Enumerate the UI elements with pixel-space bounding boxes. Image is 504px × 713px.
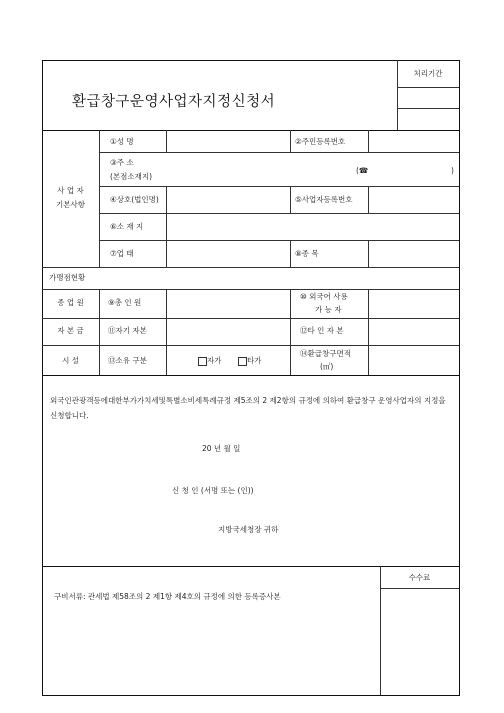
biz-reg-no-field[interactable]	[370, 188, 457, 212]
row-line	[99, 152, 459, 153]
ownership-type-label: ⑬소유 구분	[108, 356, 147, 365]
own-capital-field[interactable]	[168, 320, 288, 344]
applicant-group-label-2: 기본사항	[56, 200, 85, 209]
row-line	[99, 213, 459, 214]
applicant-signature-line: 신 청 인 (서명 또는 (인))	[172, 486, 254, 495]
own-option-label: 자가	[207, 356, 222, 365]
row-line	[42, 566, 459, 567]
form-title: 환급창구운영사업자지정신청서	[72, 94, 276, 110]
counter-area-label-2: (㎡)	[320, 362, 334, 371]
col-line	[368, 240, 369, 267]
declaration-text: 외국인관광객등에대한부가가치세및특별소비세특례규정 제5조의 2 제2항의 규정에 의하여 환급창구 운영사업자의 지정을 신청합니다.	[50, 396, 446, 420]
row-line	[99, 186, 459, 187]
foreign-lang-label-1: ⑩ 외국어 사용	[300, 292, 348, 301]
row-line	[42, 318, 459, 319]
addressee: 지방국세청장 귀하	[218, 525, 279, 534]
table-top	[42, 130, 459, 131]
facility-label: 시 설	[62, 356, 79, 365]
row-line	[42, 267, 459, 268]
border-bottom	[42, 695, 459, 696]
col-line	[166, 130, 167, 152]
capital-label: 자 본 금	[57, 326, 84, 335]
border-right	[459, 60, 460, 696]
foreign-lang-field[interactable]	[370, 291, 457, 317]
counter-area-field[interactable]	[370, 347, 457, 374]
name-field[interactable]	[168, 132, 288, 151]
own-capital-label: ⑪자기 자본	[108, 326, 147, 335]
col-line	[290, 186, 291, 213]
row-line	[42, 289, 459, 290]
foreign-lang-label-2: 가 능 자	[315, 305, 342, 314]
border-left	[42, 60, 43, 695]
name-label: ①성 명	[110, 137, 134, 146]
col-line	[290, 289, 291, 375]
application-form	[42, 60, 459, 695]
fee-label: 수수료	[408, 573, 431, 582]
col-line	[166, 186, 167, 267]
resident-no-label: ②주민등록번호	[295, 137, 346, 146]
total-staff-field[interactable]	[168, 291, 288, 317]
fee-line	[380, 588, 459, 589]
col-line	[368, 186, 369, 213]
col-line	[166, 289, 167, 375]
col-line	[368, 130, 369, 152]
applicant-group-label-1: 사 업 자	[57, 186, 84, 195]
affiliate-field[interactable]	[102, 269, 457, 288]
other-option-label: 타가	[247, 356, 262, 365]
col-line	[290, 240, 291, 267]
resident-no-field[interactable]	[370, 132, 457, 151]
business-type-field[interactable]	[168, 242, 288, 266]
borrowed-capital-label: ⑫타 인 자 본	[300, 326, 344, 335]
other-checkbox[interactable]	[238, 357, 247, 366]
processing-period-label: 처리기간	[413, 69, 443, 78]
affiliate-label: 가맹점현황	[49, 273, 86, 282]
address-label-sub: (본점소재지)	[110, 172, 153, 181]
business-type-label: ⑦업 태	[110, 249, 134, 258]
col-line	[290, 130, 291, 152]
address-field[interactable]	[168, 154, 457, 184]
location-field[interactable]	[168, 215, 457, 239]
col-line	[368, 289, 369, 375]
own-checkbox[interactable]	[198, 357, 207, 366]
total-staff-label: ⑨총 인 원	[108, 298, 142, 307]
biz-reg-no-label: ⑤사업자등록번호	[295, 195, 353, 204]
row-line	[42, 345, 459, 346]
address-label: ③주 소	[110, 158, 134, 167]
required-documents: 구비서류: 관세법 제58조의 2 제1항 제4호의 규정에 의한 등록증사본	[54, 592, 281, 601]
counter-area-label-1: ⑭환급창구면적	[300, 349, 351, 358]
fee-field[interactable]	[383, 591, 457, 693]
col-line	[99, 289, 100, 375]
trade-name-label: ④상호(법인명)	[110, 195, 159, 204]
phone-close: )	[451, 166, 454, 175]
borrowed-capital-field[interactable]	[370, 320, 457, 344]
processing-box-bottom	[397, 108, 459, 109]
trade-name-field[interactable]	[168, 188, 288, 212]
business-item-field[interactable]	[370, 242, 457, 266]
business-item-label: ⑧종 목	[295, 249, 319, 258]
col-line	[99, 130, 100, 267]
row-line	[42, 375, 459, 376]
fee-col-line	[380, 566, 381, 695]
date-line: 20 년 월 일	[202, 444, 241, 453]
processing-box-mid	[397, 87, 459, 88]
location-label: ⑥소 재 지	[110, 222, 144, 231]
phone-open: (☎	[356, 166, 369, 175]
employees-label: 종 업 원	[57, 298, 84, 307]
row-line	[99, 240, 459, 241]
